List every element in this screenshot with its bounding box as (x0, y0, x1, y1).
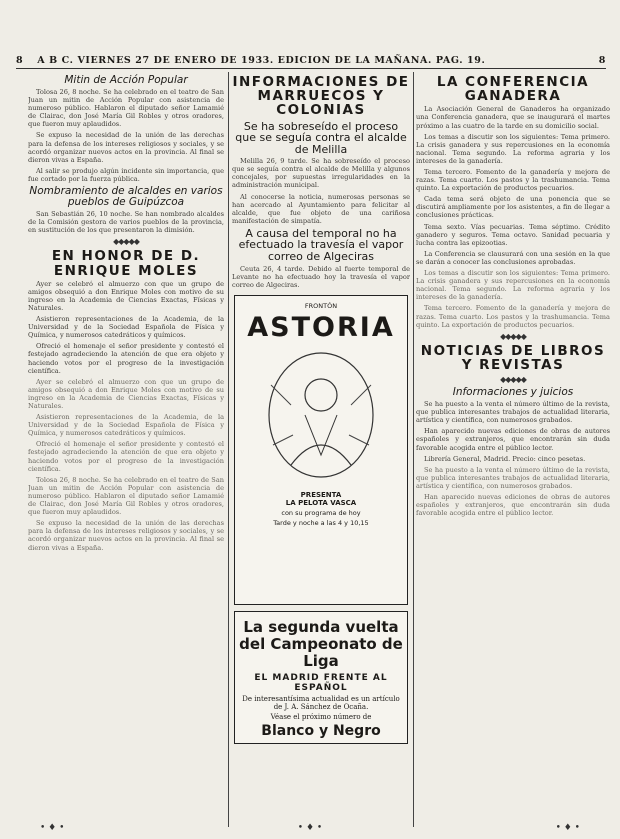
ornament-divider: ◆◆◆◆◆ (500, 331, 526, 341)
ad-headline: La segunda vuelta del Campeonato de Liga (239, 617, 403, 670)
page-mark: 8 (16, 54, 24, 66)
page-footer (40, 823, 580, 833)
paragraph: La Conferencia se clausurará con una sesión en la que se darán a conocer las conclusiones aprobadas. (416, 249, 610, 266)
ad-line: Tarde y noche a las 4 y 10,15 (273, 518, 369, 527)
ad-line: PRESENTA (300, 490, 342, 499)
paragraph: Han aparecido nuevas ediciones de obras de autores españoles y extranjeros, que encontrarán sin duda favorable acogida entre el público lector. (416, 492, 610, 518)
subhead-informaciones: Informaciones y juicios (452, 386, 574, 399)
footer-mark: • ♦ • (555, 823, 580, 833)
paragraph: Librería General, Madrid. Precio: cinco pesetas. (424, 454, 586, 463)
column-2 (232, 72, 410, 829)
paragraph: Los temas a discutir son los siguientes: Tema primero. La crisis ganadera y sus repercusiones en la economía nacional. Tema segundo. La reforma agraria y los intereses de la ganadería. (416, 132, 610, 165)
paragraph: Ofreció el homenaje el señor presidente y contestó el festejado agradeciendo la atención de que era objeto y haciendo votos por el progreso de la investigación científica. (28, 440, 224, 473)
paragraph: Al salir se produjo algún incidente sin importancia, que fue cortado por la fuerza pública. (28, 166, 224, 183)
ad-title: ASTORIA (247, 311, 395, 343)
subhead-melilla: Se ha sobreseído el proceso que se seguía contra el alcalde de Melilla (235, 119, 407, 156)
subhead-temporal: A causa del temporal no ha efectuado la travesía el vapor correo de Algeciras (238, 226, 404, 263)
headline-moles: EN HONOR DE D. ENRIQUE MOLES (51, 248, 201, 279)
paragraph: Tolosa 26, 8 noche. Se ha celebrado en el teatro de San Juan un mitin de Acción Popular con asistencia de numeroso público. Hablaron el diputado señor Lamamié de Clairac, don José María Gil Robles y otros oradores, que fueron muy aplaudidos. (28, 475, 224, 517)
paragraph: Han aparecido nuevas ediciones de obras de autores españoles y extranjeros, que encontrarán sin duda favorable acogida entre el público lector. (416, 427, 610, 452)
paragraph: Ayer se celebró el almuerzo con que un grupo de amigos obsequió a don Enrique Moles con motivo de su ingreso en la Academia de Ciencias Exactas, Físicas y Naturales. (28, 279, 224, 312)
ad-brand: Blanco y Negro (261, 722, 381, 739)
paragraph: Se expuso la necesidad de la unión de las derechas para la defensa de los intereses religiosos y sociales, y se acordó organizar nuevos actos en la provincia. Al final se dieron vivas a España. (28, 131, 224, 164)
paragraph: Tema tercero. Fomento de la ganadería y mejora de razas. Tema cuarto. Los pastos y la trashumancia. Tema quinto. La exportación de productos pecuarios. (416, 168, 610, 193)
paragraph: Los temas a discutir son los siguientes: Tema primero. La crisis ganadera y sus repercusiones en la economía nacional. Tema segundo. La reforma agraria y los intereses de la ganadería. (416, 269, 610, 302)
ad-subheadline: EL MADRID FRENTE AL ESPAÑOL (254, 672, 388, 693)
ornament-divider: ◆◆◆◆◆ (113, 237, 139, 247)
paragraph: Se ha puesto a la venta el número último de la revista, que publica interesantes trabajos de actualidad literaria, artística y científica, con numerosos grabados. (416, 400, 610, 425)
paragraph: Melilla 26, 9 tarde. Se ha sobreseído el proceso que se seguía contra el alcalde de Melilla y algunos concejales, por supuestas irregularidades en la administración municipal. (232, 157, 410, 190)
paragraph: Asistieron representaciones de la Academia, de la Universidad y de la Sociedad Española de Física y Química, y numerosos catedráticos y químicos. (28, 315, 224, 340)
footer-mark: • ♦ • (40, 823, 65, 833)
right-mark: 8 (598, 54, 606, 66)
paragraph: Ceuta 26, 4 tarde. Debido al fuerte temporal de Levante no ha efectuado hoy la travesía el vapor correo de Algeciras. (232, 264, 410, 289)
masthead: A B C. VIERNES 27 DE ENERO DE 1933. EDICION DE LA MAÑANA. PAG. 19. (37, 54, 486, 66)
headline-libros: NOTICIAS DE LIBROS Y REVISTAS (420, 342, 606, 373)
footer-mark: • ♦ • (297, 823, 323, 833)
ad-line: LA PELOTA VASCA (285, 498, 357, 507)
paragraph: Tolosa 26, 8 noche. Se ha celebrado en el teatro de San Juan un mitin de Acción Popular con asistencia de numeroso público. Hablaron el diputado señor Lamamié de Clairac, don José María Gil Robles y otros oradores, que fueron muy aplaudidos. (28, 88, 224, 129)
ad-text: De interesantísima actualidad es un artículo de J. A. Sánchez de Ocaña. (242, 694, 400, 711)
headline-alcaldes: Nombramiento de alcaldes en varios pueblos de Guipúzcoa (29, 185, 223, 209)
paragraph: La Asociación General de Ganaderos ha organizado una Conferencia ganadera, que se inaugurará el martes próximo a las cuatro de la tarde en su domicilio social. (416, 105, 610, 130)
column-1 (28, 72, 224, 829)
paragraph: Tema sexto. Vías pecuarias. Tema séptimo. Crédito ganadero y seguros. Tema octavo. Sanidad pecuaria y lucha contra las epizootias. (416, 222, 610, 247)
paragraph: Tema tercero. Fomento de la ganadería y mejora de razas. Tema cuarto. Los pastos y la trashumancia. Tema quinto. La exportación de productos pecuarios. (416, 304, 610, 329)
advertisement-astoria (234, 295, 408, 605)
ad-illustration (261, 345, 381, 485)
headline-mitin: Mitin de Acción Popular (64, 74, 188, 86)
paragraph: Ofreció el homenaje el señor presidente y contestó el festejado agradeciendo la atención de que era objeto y haciendo votos por el progreso de la investigación científica. (28, 342, 224, 375)
paragraph: Se expuso la necesidad de la unión de las derechas para la defensa de los intereses religiosos y sociales, y se acordó organizar nuevos actos en la provincia. Al final se dieron vivas a España. (28, 519, 224, 552)
ornament-divider: ◆◆◆◆◆ (500, 375, 526, 385)
paragraph: Se ha puesto a la venta el número último de la revista, que publica interesantes trabajos de actualidad literaria, artística y científica, con numerosos grabados. (416, 465, 610, 490)
column-rule (228, 72, 229, 827)
ad-cta: Véase el próximo número de (270, 712, 372, 721)
advertisement-blanco-y-negro (234, 611, 408, 744)
page-header (16, 52, 606, 69)
ad-label: FRONTÓN (304, 301, 338, 310)
column-3 (416, 72, 610, 829)
paragraph: Cada tema será objeto de una ponencia que se discutirá ampliamente por los asistentes, a fin de llegar a conclusiones prácticas. (416, 195, 610, 220)
headline-conferencia: LA CONFERENCIA GANADERA (436, 74, 590, 105)
ad-line: con su programa de hoy (281, 508, 361, 517)
paragraph: Al conocerse la noticia, numerosas personas se han acercado al Ayuntamiento para felicitar al alcalde, que fue objeto de una cariñosa manifestación de simpatía. (232, 192, 410, 225)
column-rule (413, 72, 414, 827)
paragraph: San Sebastián 26, 10 noche. Se han nombrado alcaldes de la Comisión gestora de varios pueblos de la provincia, en sustitución de los que presentaron la dimisión. (28, 210, 224, 235)
headline-marruecos: INFORMACIONES DE MARRUECOS Y COLONIAS (232, 74, 410, 119)
paragraph: Asistieron representaciones de la Academia, de la Universidad y de la Sociedad Española de Física y Química, y numerosos catedráticos y químicos. (28, 413, 224, 438)
paragraph: Ayer se celebró el almuerzo con que un grupo de amigos obsequió a don Enrique Moles con motivo de su ingreso en la Academia de Ciencias Exactas, Físicas y Naturales. (28, 377, 224, 411)
